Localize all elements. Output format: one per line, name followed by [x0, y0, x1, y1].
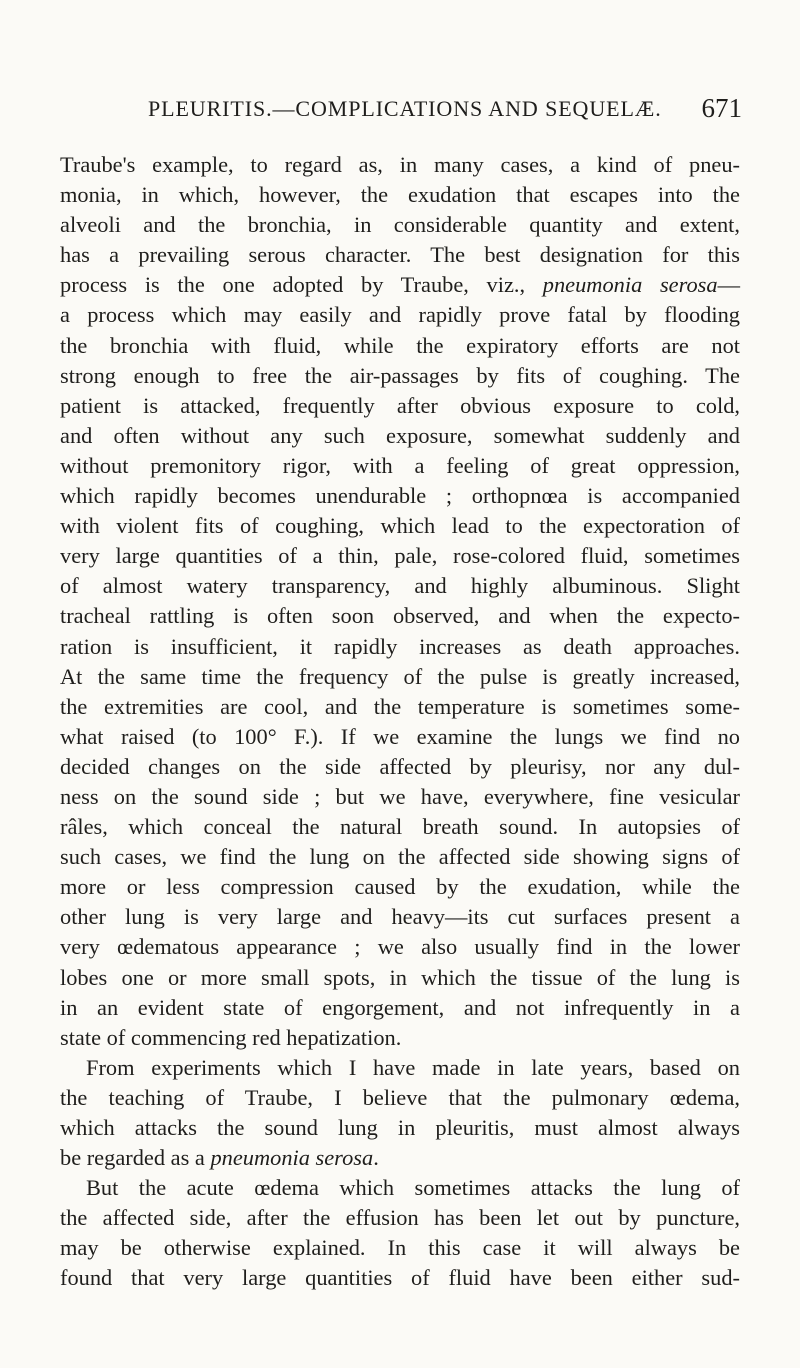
text-line	[60, 451, 740, 481]
text-line	[60, 1143, 740, 1173]
text-line	[60, 481, 740, 511]
text-line	[60, 872, 740, 902]
text-line	[60, 601, 740, 631]
text-line	[60, 511, 740, 541]
page-number: 671	[701, 93, 742, 123]
text-segment: râles, which conceal the natural breath sound. In autopsies of	[60, 814, 740, 840]
text-line	[60, 1113, 740, 1143]
text-line	[60, 1053, 740, 1083]
text-line	[60, 421, 740, 451]
text-segment: in an evident state of engorgement, and not infrequently in a	[60, 994, 740, 1020]
text-line	[60, 812, 740, 842]
text-line	[60, 842, 740, 872]
text-line	[60, 1083, 740, 1113]
text-segment: process is the one adopted by Traube, viz.,	[60, 272, 543, 298]
text-segment: the bronchia with fluid, while the expiratory efforts are not	[60, 332, 740, 358]
text-segment: be regarded as a	[60, 1145, 211, 1171]
text-line	[60, 180, 740, 210]
text-line	[60, 1173, 740, 1203]
paragraph	[60, 1053, 740, 1173]
text-segment: From experiments which I have made in late years, based on	[86, 1054, 740, 1080]
text-line	[60, 692, 740, 722]
text-segment: monia, in which, however, the exudation that escapes into the	[60, 182, 740, 208]
text-line	[60, 300, 740, 330]
text-segment: the teaching of Traube, I believe that the pulmonary œdema,	[60, 1084, 740, 1110]
text-segment: and often without any such exposure, somewhat suddenly and	[60, 422, 740, 448]
text-line	[60, 932, 740, 962]
running-head	[148, 93, 742, 126]
text-segment: more or less compression caused by the exudation, while the	[60, 874, 740, 900]
italic-text: pneumonia serosa	[542, 272, 718, 298]
text-segment: lobes one or more small spots, in which the tissue of the lung is	[60, 964, 740, 990]
text-segment: very large quantities of a thin, pale, rose-colored fluid, sometimes	[60, 543, 740, 569]
text-line	[60, 541, 740, 571]
text-line	[60, 361, 740, 391]
text-segment: Traube's example, to regard as, in many cases, a kind of pneu-	[60, 152, 740, 177]
text-line	[60, 1023, 740, 1053]
text-segment: other lung is very large and heavy—its cut surfaces present a	[60, 904, 740, 930]
text-line	[60, 1263, 740, 1293]
text-segment: But the acute œdema which sometimes attacks the lung of	[86, 1175, 740, 1201]
text-line	[60, 662, 740, 692]
text-line	[60, 1233, 740, 1263]
text-segment: very œdematous appearance ; we also usually find in the lower	[60, 934, 740, 960]
text-line	[60, 331, 740, 361]
text-segment: the affected side, after the effusion has been let out by puncture,	[60, 1205, 740, 1231]
text-line	[60, 752, 740, 782]
text-segment: found that very large quantities of fluid have been either sud-	[60, 1265, 740, 1291]
text-line	[60, 632, 740, 662]
text-segment: of almost watery transparency, and highly albuminous. Slight	[60, 573, 740, 599]
text-line	[60, 391, 740, 421]
text-line	[60, 1203, 740, 1233]
running-title: PLEURITIS.—COMPLICATIONS AND SEQUELÆ.	[148, 96, 662, 121]
text-segment: what raised (to 100° F.). If we examine the lungs we find no	[60, 723, 740, 749]
text-segment: which attacks the sound lung in pleuritis, must almost always	[60, 1115, 740, 1140]
text-segment: decided changes on the side affected by pleurisy, nor any dul-	[60, 753, 740, 779]
text-line	[60, 993, 740, 1023]
text-segment: alveoli and the bronchia, in considerable quantity and extent,	[60, 212, 740, 238]
paragraph	[60, 1173, 740, 1293]
text-line	[60, 240, 740, 270]
body-text	[60, 150, 740, 1294]
text-line	[60, 571, 740, 601]
text-segment: without premonitory rigor, with a feeling of great oppression,	[60, 452, 740, 478]
italic-text: pneumonia serosa	[210, 1145, 374, 1171]
text-segment: .	[373, 1145, 379, 1171]
text-segment: ration is insufficient, it rapidly increases as death approaches.	[60, 633, 740, 659]
text-segment: a process which may easily and rapidly prove fatal by flooding	[60, 302, 740, 328]
text-segment: ness on the sound side ; but we have, everywhere, fine vesicular	[60, 783, 740, 809]
text-line	[60, 782, 740, 812]
text-segment: which rapidly becomes unendurable ; orthopnœa is accompanied	[60, 483, 740, 509]
text-segment: may be otherwise explained. In this case it will always be	[60, 1235, 740, 1261]
text-line	[60, 722, 740, 752]
text-segment: with violent fits of coughing, which lead to the expectoration of	[60, 513, 740, 539]
text-line	[60, 963, 740, 993]
text-segment: tracheal rattling is often soon observed, and when the expecto-	[60, 603, 740, 629]
text-segment: such cases, we find the lung on the affected side showing signs of	[60, 844, 740, 870]
text-segment: the extremities are cool, and the temperature is sometimes some-	[60, 693, 740, 719]
text-segment: —	[717, 272, 740, 298]
text-line	[60, 902, 740, 932]
text-segment: state of commencing red hepatization.	[60, 1024, 402, 1050]
text-segment: At the same time the frequency of the pulse is greatly increased,	[60, 663, 740, 689]
text-segment: has a prevailing serous character. The best designation for this	[60, 242, 740, 268]
text-line	[60, 270, 740, 300]
text-line	[60, 210, 740, 240]
text-segment: patient is attacked, frequently after obvious exposure to cold,	[60, 392, 740, 418]
text-line	[60, 150, 740, 180]
paragraph	[60, 150, 740, 1053]
text-segment: strong enough to free the air-passages by fits of coughing. The	[60, 362, 740, 388]
